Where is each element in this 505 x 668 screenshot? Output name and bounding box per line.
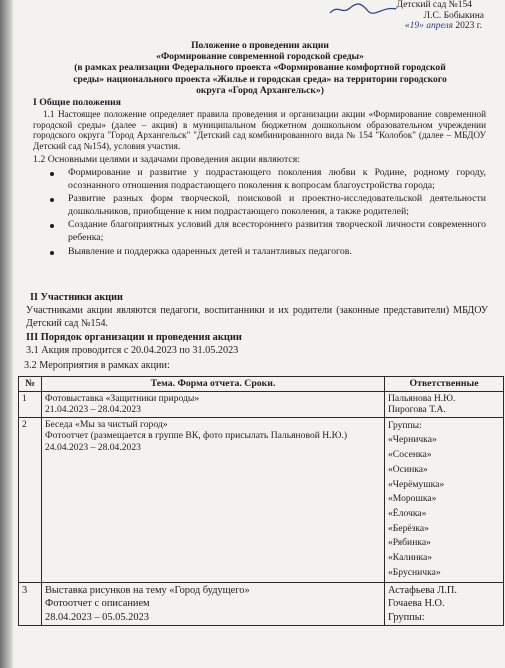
- page-edge-shadow: [0, 0, 14, 668]
- document-title: Положение о проведении акции «Формирование современной городской среды» (в рамках реализации Федерального проекта «Формирование комфортной городской среды» национального проекта «Жилье и городская среда» на территории городского округа «Город Архангельск»): [73, 40, 447, 96]
- row-number: 3: [19, 582, 42, 626]
- list-item: Создание благоприятных условий для всестороннего развития творческой личности современного ребенка;: [48, 219, 486, 244]
- signature: [328, 2, 398, 16]
- section-1-goals-intro: 1.2 Основными целями и задачами проведения акции являются:: [33, 154, 300, 165]
- row-theme: Выставка рисунков на тему «Город будущего» Фотоотчет с описанием 28.04.2023 – 05.05.2023: [42, 582, 385, 626]
- approval-date-day: 19: [409, 21, 420, 31]
- table-row: [19, 417, 504, 582]
- header-theme: Тема. Форма отчета. Сроки.: [42, 377, 385, 392]
- events-table: [18, 376, 504, 626]
- row-number: 1: [19, 391, 42, 417]
- approval-org: Детский сад №154: [396, 0, 472, 10]
- list-item: Выявление и поддержка одаренных детей и талантливых педагогов.: [48, 246, 486, 259]
- row-responsible: Астафьева Л.П. Гочаева Н.О. Группы:: [385, 582, 504, 626]
- table-row: [19, 391, 504, 417]
- list-item: Развитие разных форм творческой, поисковой и проектно-исследовательской деятельности дошкольников, приобщение к ним подрастающего поколения, а также родителей;: [48, 193, 486, 218]
- table-row: [19, 582, 504, 626]
- header-responsible: Ответственные: [385, 377, 504, 392]
- section-1-heading: I Общие положения: [33, 97, 121, 108]
- row-number: 2: [19, 417, 42, 582]
- approval-head: Л.С. Бобыкина: [423, 10, 484, 21]
- row-responsible: Группы: «Черничка» «Сосенка» «Осинка» «Черёмушка» «Морошка» «Ёлочка» «Берёзка» «Рябинка» «Калинка» «Брусничка»: [385, 417, 504, 582]
- table-header-row: [19, 377, 504, 392]
- row-theme: Беседа «Мы за чистый город» Фотоотчет (размещается в группе ВК, фото присылать Пальяновой Н.Ю.) 24.04.2023 – 28.04.2023: [42, 417, 385, 582]
- section-1-paragraph: 1.1 Настоящее положение определяет правила проведения и организации акции «Формирование современной городской среды» (далее – акция) в муниципальном бюджетном дошкольном образовательном учреждении городского округа "Город Архангельск" "Детский сад комбинированного вида № 154 "Колобок" (далее – МБДОУ Детский сад №154), условия участия.: [33, 109, 486, 151]
- list-item: Формирование и развитие у подрастающего поколения любви к Родине, родному городу, осознанного отношения подрастающего поколения к вопросам благоустройства города;: [48, 167, 486, 192]
- goals-list: [48, 167, 486, 259]
- section-2-paragraph: Участниками акции являются педагоги, воспитанники и их родители (законные представители) МБДОУ Детский сад №154.: [26, 305, 488, 329]
- section-3-paragraph-2: 3.2 Мероприятия в рамках акции:: [24, 360, 170, 371]
- section-3-paragraph-1: 3.1 Акция проводится с 20.04.2023 по 31.05.2023: [26, 345, 239, 356]
- row-responsible: Пальянова Н.Ю. Пирогова Т.А.: [385, 391, 504, 417]
- row-theme: Фотовыставка «Защитники природы» 21.04.2023 – 28.04.2023: [42, 391, 385, 417]
- header-number: №: [19, 377, 42, 392]
- approval-date: «19» апреля 2023 г.: [404, 21, 482, 31]
- section-3-heading: III Порядок организации и проведения акции: [26, 332, 242, 343]
- section-2-heading: II Участники акции: [30, 292, 123, 303]
- approval-block: [322, 0, 502, 32]
